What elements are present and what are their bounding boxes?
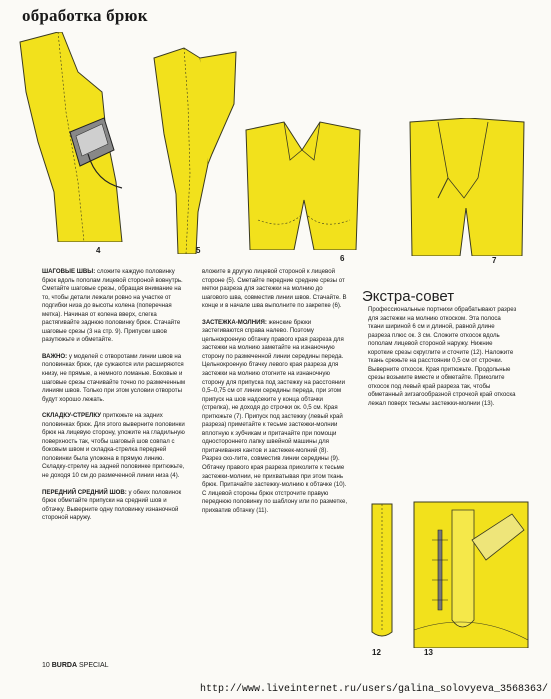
paragraph-important: ВАЖНО: у моделей с отворотами линии швов на половинках брюк, где сужаются или расширяются книзу, не прямые, а немного ломаные. Боковые и шаговые срезы стачивайте точно по размеченным линиям швов. Только при этом условии отвороты будут хорошо лежать. xyxy=(42,352,186,403)
page-number: 10 xyxy=(42,662,50,669)
figure-6-label: 6 xyxy=(340,254,345,263)
paragraph-zipper: ЗАСТЕЖКА-МОЛНИЯ: женские брюки застегиваются справа налево. Поэтому цельнокроеную обтачку правого края разреза для застежки на молнию заметайте на изнаночную сторону по размеченной линии середины переда. Цельнокроеную бтачку левого края разреза для застежки на молнию отогните на изнаночную сторону для припуска под застежку на расстоянии 0,5–0,75 см от линии середины переда, при этом припуск на шов надсеките у конца обтачки (стрелка), не доходя до строчки ок. 0,5 см. Края притюжьте (7). Припуск под застежку (левый край разреза) приметайте к тесьме застежки-молнии вплотную к зубчикам и притачайте при помощи одностороннего лапку швейной машины для притачивания кантов и застежек-молний (8). Разрез ско-лите, совместив линии середины (9). Обтачку правого края разреза приколите к тесьме застежки-молнии, не прихватывая при этом ткань брюк. Притачайте застежку-молнию к обтачке (10). С лицевой стороны брюк отстрочите правую переднюю половинку по шаблону или по разметке, прихватив обтачку (11). xyxy=(202,318,348,514)
sidebar-text xyxy=(368,306,518,417)
text-column-1 xyxy=(42,268,188,531)
figure-7 xyxy=(408,118,526,256)
figure-4 xyxy=(18,32,136,242)
paragraph-inseam: ШАГОВЫЕ ШВЫ: сложите каждую половинку брюк вдоль пополам лицевой стороной вовнутрь. Сметайте шаговые срезы, обращая внимание на то, чтобы детали лежали ровно на участке от подгибки низа до высоты колена (поперечная метка). Начиная от колена вверх, слегка растягивайте заднюю половинку брюк. Стачайте шаговые срезы (3 на стр. 9). Припуски швов разутюжьте и обметайте. xyxy=(42,268,183,344)
brand-name: BURDA xyxy=(51,662,78,669)
paragraph-front-seam: ПЕРЕДНИЙ СРЕДНИЙ ШОВ: у обеих половинок брюк обметайте припуски на средний шов и обтачку. Выверните одну половинку изнаночной стороной наружу. xyxy=(42,488,182,522)
figure-6 xyxy=(244,120,362,250)
figure-5 xyxy=(150,44,240,254)
figure-12-label: 12 xyxy=(372,648,381,657)
figure-12 xyxy=(368,502,396,642)
sidebar-paragraph: Профессиональные портнихи обрабатывают разрез для застежки на молнию откоском. Эта полоса ткани шириной 6 см и длиной, равной длине разреза плюс ок. 3 см. Сложите откосок вдоль пополам лицевой стороной наружу. Нижние короткие срезы скруглите и сточите (12). Наложите ткань срежьте на расстоянии 0,5 см от строчки. Выверните откосок. Края притюжьте. Продольные срезы возьмите вместе и обметайте. Приколите откосок под левый край разреза так, чтобы обметанный зигзагообразной строчкой край откоска лежал поверх тесьмы застежки-молнии (13). xyxy=(368,306,517,408)
sidebar-title: Экстра-совет xyxy=(362,288,455,305)
text-column-2 xyxy=(202,268,348,523)
figure-7-label: 7 xyxy=(492,256,497,265)
paragraph-crease: СКЛАДКУ-СТРЕЛКУ притюжьте на задних половинках брюк. Для этого выверните половинки брюк на лицевую сторону, уложите на гладильную поверхность так, чтобы шаговый шов совпал с боковым швом и складка-стрелка передней половинки была уложена в прямую линию. Складку-стрелку на задней половинке притюжьте, не доходя 10 см до размеченной линии низа (4). xyxy=(42,412,185,480)
edition-name: SPECIAL xyxy=(78,662,109,669)
figure-13-label: 13 xyxy=(424,648,433,657)
figure-4-label: 4 xyxy=(96,246,101,255)
figure-5-label: 5 xyxy=(196,246,201,255)
page-footer xyxy=(42,662,109,669)
paragraph-continuation: вложите в другую лицевой стороной к лицевой стороне (5). Сметайте передние средние срезы от метки разреза для застежки на молнию до шагового шва, совместив линии швов. Стачайте. В конце и в начале шва выполните по закрепке (6). xyxy=(202,268,347,310)
figure-13 xyxy=(412,500,530,648)
page-title: обработка брюк xyxy=(22,6,148,25)
watermark-url: http://www.liveinternet.ru/users/galina_solovyeva_3568363/ xyxy=(200,684,549,695)
